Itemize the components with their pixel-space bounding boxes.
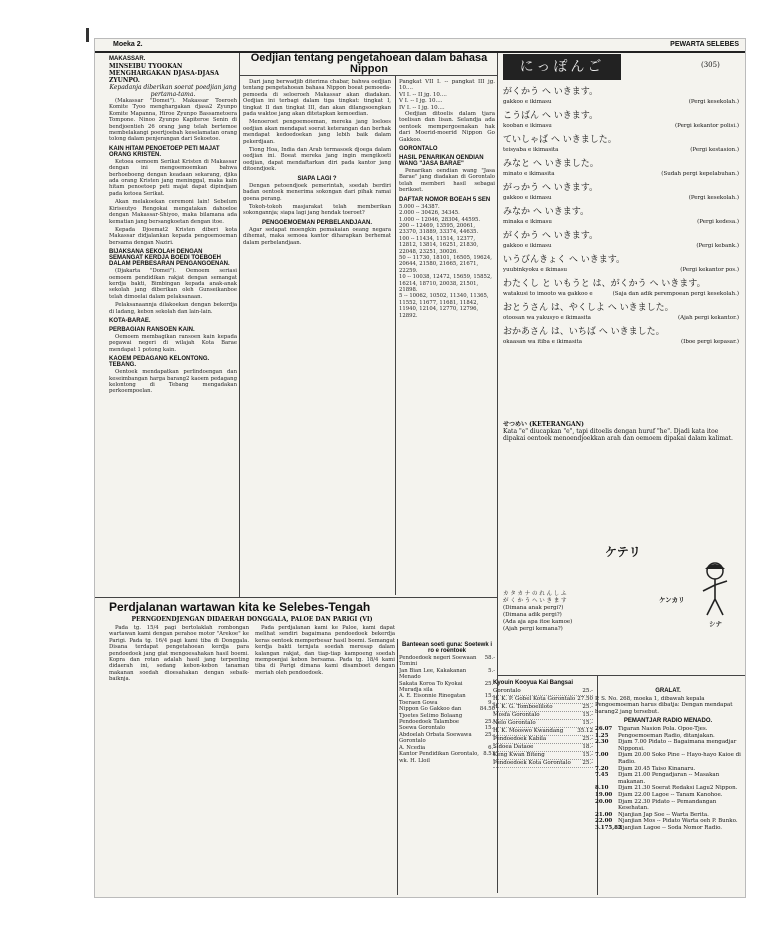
article-headline: PENGOEMOEMAN PERBELANDJAAN. xyxy=(261,219,372,226)
japanese-sentence: おとうさん は、やくしよ へ いきました。 xyxy=(503,303,674,313)
page-header xyxy=(95,39,745,53)
schedule-item: Djam 21.00 Pengadjaran -- Masakan makanan. xyxy=(618,772,720,785)
romaji-and-gloss xyxy=(503,97,739,107)
translation: (Pergi kestasion.) xyxy=(690,147,739,153)
schedule-time: 3.175,82 xyxy=(595,824,622,831)
donor-name: Pendoedoek Kota Gorontalo xyxy=(493,760,571,766)
prize-line: 1.000 -- 12046, 28304, 44595. xyxy=(399,216,481,223)
donation-row xyxy=(493,704,593,712)
section-rule xyxy=(95,597,497,598)
donor-name: Soewa Gorontalo xyxy=(399,725,446,732)
donation-amount: 25.- xyxy=(582,704,593,710)
exercise-line: が く か う へ い き ま す xyxy=(503,598,567,604)
japanese-sentence: がくかう へ いきます。 xyxy=(503,87,599,97)
article-headline: KAOEM PEDAGANG KELONTONG. TEBANG. xyxy=(109,356,210,369)
column-rule xyxy=(239,53,240,597)
article-headline: HASIL PENARIKAN OENDIAN WANG "JASA BARAE" xyxy=(399,155,484,168)
donation-amount: 58.- xyxy=(484,655,495,661)
speech-bubble: ケンカリ xyxy=(659,597,685,604)
schedule-time: 2.30 xyxy=(595,739,609,746)
romaji: otoosan wa yakusyo e ikimasita xyxy=(503,315,591,321)
romaji-and-gloss xyxy=(503,265,739,275)
donor-name: Sakata Koroa To Kyokai Muradja sila xyxy=(399,680,463,694)
article-body xyxy=(109,98,237,143)
donor-name: Mosfa Gorontalo xyxy=(493,712,540,718)
donation-amount: 15.- xyxy=(582,720,593,726)
article-headline: KAIN HITAM PENOETOEP PETI MAJAT ORANG KRISTEN. xyxy=(109,145,220,158)
schedule-row xyxy=(595,818,741,825)
article-body xyxy=(109,625,395,683)
japanese-sentence: こうばん へ いきます。 xyxy=(503,111,599,121)
japanese-sentence: おかあさん は、いちば へ いきました。 xyxy=(503,327,665,337)
article-body xyxy=(109,369,237,395)
paragraph: Oedjian ditoelis dalam tjara toelisan dan lisan. Selandja ada oentoek mempergoenakan hak dari Moerid-moerid Nippon Go Gakkoo. xyxy=(399,111,495,143)
paragraph: Pada tg. 15/4 pagi bertolaklah rombongan wartawan kami dengan perahoe motor "Arekoe" ke Parigi. Pada tg. 16/4 pagi kami tiba di Donggala. Disana terdapat pengetahoean kerdja para pendoedoek jang giat mengoesahakan hasil boemi. Kopra dan rotan adalah hasil jang terpenting didaerah ini, sedang kebon-kebon tanaman makanan soedah dioesahakan dengan sebaik-baiknja. xyxy=(109,625,249,683)
paragraph: Oentoek mendapatkan perlindoengan dan keseimbangan harga barang2 kaoem pedagang kelontong di Tebang mengadakan perkoempoelan. xyxy=(109,369,237,395)
donation-row xyxy=(399,668,495,681)
schedule-row xyxy=(595,792,741,799)
donor-name: H. K. P. Gobel Kota Gorontalo xyxy=(493,696,576,702)
translation: (Pergi kesekolah.) xyxy=(688,195,739,201)
donations-list-2 xyxy=(493,677,593,768)
paragraph: Menoeroet pengoemoeman, mereka jang loeloes oedjian akan mendapat soerat keterangan dan berhak mendapat kedoedoekan jang lebih baik dalam pekerdjaan. xyxy=(243,119,391,145)
schedule-row xyxy=(595,799,741,812)
section-rule xyxy=(497,675,745,676)
exercise-line: (Ajah pergi kemana?) xyxy=(503,626,563,632)
donation-amount: 18.- xyxy=(582,744,593,750)
romaji-and-gloss xyxy=(503,313,739,323)
donor-name: Gorontalo xyxy=(493,688,521,694)
donation-row xyxy=(493,696,593,704)
paragraph: Tokoh-tokoh masjarakat telah memberikan sokongannja; siapa lagi jang hendak toeroet? xyxy=(243,203,391,217)
article-body xyxy=(243,79,391,173)
schedule-row xyxy=(595,752,741,765)
japanese-sentence: いうびんきょく へ いきます。 xyxy=(503,255,626,265)
article-body xyxy=(243,183,391,217)
romaji: yuubinkyoku e ikimasu xyxy=(503,267,568,273)
schedule-row xyxy=(595,785,741,792)
katakana-heading: ケテリ xyxy=(605,545,641,559)
japanese-sentence: ていしゃば へ いきました。 xyxy=(503,135,617,145)
donor-name: Pendoedoek negeri Soewaan Tomini xyxy=(399,655,477,668)
donation-amount: 15.- xyxy=(582,712,593,718)
japanese-sentence: わたくし と いもうと は、がくかう へ いきます。 xyxy=(503,279,706,289)
romaji-and-gloss xyxy=(503,337,739,347)
schedule-row xyxy=(595,825,741,832)
paragraph: Pada perdjalanan kami ke Paloe, kami dapat melihat sendiri bagaimana pendoedoek bekerdja keras oentoek memperbesar hasil boemi. Semangat kerdja bakti ternjata soedah meresap dalam kalangan rakjat, dan tiap-tiap kampoeng soedah mempoenjai kebon bersama. Pada tg. 18/4 kami tiba di Parigi dimana kami disamboet dengan meriah oleh pendoedoek. xyxy=(255,625,395,676)
donor-name: Kantor Pendidikan Gorontalo, wk. H. Lloil xyxy=(399,751,479,764)
donor-name: A. E. Eisonnie Rinegatan xyxy=(399,693,466,700)
romaji: teisyaba e ikimasita xyxy=(503,147,559,153)
paragraph: Penarikan oendian wang "Jasa Barae" jang diadakan di Gorontalo telah memberi hasil sebagai berikoet. xyxy=(399,168,495,194)
lesson-line xyxy=(503,303,739,323)
article-body xyxy=(109,159,237,246)
schedule-item: Djam 21.30 Soerat Redaksi Lagu2 Nippon. xyxy=(618,785,738,792)
exercise-line: (Dimana anak pergi?) xyxy=(503,605,564,611)
rank-list xyxy=(399,79,495,143)
translation: (Ajah pergi kekantor.) xyxy=(677,315,739,321)
romaji-and-gloss xyxy=(503,169,739,179)
schedule-time: 22.00 xyxy=(595,818,613,825)
schedule-row xyxy=(595,739,741,752)
donor-name: Keng Kwan Biteng xyxy=(493,752,545,758)
schedule-time: 7.45 xyxy=(595,772,609,779)
page-number: Moeka 2. xyxy=(113,41,143,48)
donation-amount: 25.- xyxy=(582,736,593,742)
schedule-item: Njanjian Jap Soe -- Warta Berita. xyxy=(618,811,709,818)
section-label: MAKASSAR. xyxy=(109,56,146,62)
mid-title-block xyxy=(243,53,495,75)
romaji: gakkoo e ikimasu xyxy=(503,99,552,105)
donation-row xyxy=(493,752,593,760)
rank-line: Pangkat VII I. -- pangkat III jg. 10.... xyxy=(399,79,495,92)
lesson-line xyxy=(503,135,739,155)
schedule-time: 7.00 xyxy=(595,752,609,759)
romaji: watakusi to imooto wa gakkoo e xyxy=(503,291,593,297)
speech-bubble: シナ xyxy=(709,621,722,628)
paragraph: Pelaksanaannja dilakoekan dengan bekerdja di ladang, kebon sekolah dan lain-lain. xyxy=(109,302,237,315)
donation-amount: 35.12 xyxy=(577,728,593,734)
prize-line: 2.000 -- 30426, 34345. xyxy=(399,210,460,217)
donor-name: Sidoea Dataoe xyxy=(493,744,534,750)
exercise-line: (Dimana adik pergi?) xyxy=(503,612,562,618)
donor-name: Nelo Gorontalo xyxy=(493,720,536,726)
japanese-sentence: みなと へ いきました。 xyxy=(503,159,599,169)
lesson-line xyxy=(503,279,739,299)
list-title: Kyouin Kooyua Kai Bangsai xyxy=(493,680,574,686)
rank-line: VI I. -- II jg. 10.... xyxy=(399,91,447,98)
donor-name: H. K. Mooswo Kwandang xyxy=(493,728,564,734)
schedule-row xyxy=(595,766,741,773)
prize-line: 200 -- 12469, 13595, 20061, 23370, 31889, 33374, 44635. xyxy=(399,222,479,236)
schedule-time: 1.25 xyxy=(595,732,609,739)
lesson-number: (305) xyxy=(701,61,720,69)
exercise-line: カ タ カ ナ の れ ん し ふ xyxy=(503,591,567,597)
romaji-and-gloss xyxy=(503,145,739,155)
donation-row xyxy=(493,760,593,768)
donation-amount: 5.- xyxy=(488,667,495,674)
lesson-note xyxy=(503,421,739,442)
donor-name: Jan Bian Lee, Kakakanan Menado xyxy=(399,667,467,681)
donation-row xyxy=(493,744,593,752)
donor-name: H. K. G. Tomboeliloto xyxy=(493,704,553,710)
donor-name: Abdoelah Orbata Soewawa Gorontalo xyxy=(399,731,472,745)
schedule-item: Djam 22.00 Lagoe -- Tanam Kanohoe. xyxy=(618,791,723,798)
schedule-time: 21.00 xyxy=(595,811,613,818)
lesson-banner: にっぽんご xyxy=(503,54,621,80)
romaji: minaka e ikimasu xyxy=(503,219,552,225)
lesson-line xyxy=(503,255,739,275)
donor-name: Toeraen Gowa xyxy=(399,699,438,706)
donation-amount: 25.- xyxy=(484,719,495,726)
donation-amount: 25.- xyxy=(484,680,495,687)
rank-line: IV I. -- I jg. 10.... xyxy=(399,104,445,111)
donation-amount: 84.50 xyxy=(479,706,495,713)
article-headline: Oedjian tentang pengetahoean dalam bahasa Nippon xyxy=(250,53,488,75)
paragraph: Ketoea oemoem Serikat Kristen di Makassar dengan ini mengoemoemkan bahwa berhoeboeng dengan keadaan sekarang, djika ada orang Kristen jang meninggal, maka kain hitam penoetoep peti majat dapat dipindjam pada ketoea Serikat. xyxy=(109,158,237,197)
translation: (Sudah pergi kepelabuhan.) xyxy=(661,171,739,177)
donation-row xyxy=(399,732,495,745)
donation-amount: 27.50 xyxy=(577,696,593,702)
donation-row xyxy=(493,736,593,744)
lesson-line xyxy=(503,327,739,347)
donor-name: Pendoedoek Talamboe xyxy=(399,719,460,726)
romaji-and-gloss xyxy=(503,121,739,131)
donation-amount: 8.51 xyxy=(483,751,495,758)
winning-numbers xyxy=(399,204,495,319)
romaji: kooban e ikimasu xyxy=(503,123,552,129)
donor-name: A. Ncedia xyxy=(399,744,426,751)
prize-line: 10 -- 10038, 12472, 15659, 15852, 16214, 18710, 20038, 21501, 21898. xyxy=(399,274,492,293)
romaji-and-gloss xyxy=(503,241,739,251)
lesson-line xyxy=(503,111,739,131)
schedule-time: 8.10 xyxy=(595,785,609,792)
donation-row xyxy=(493,712,593,720)
donation-row xyxy=(493,688,593,696)
donation-row xyxy=(399,751,495,764)
note-body: Kata "e" diucapkan "e", tapi ditoelis dengan huruf "he". Djadi kata itoe dipakai oentoek menoendjoekkan arah dan oemoem dipakai dalam kalimat. xyxy=(503,428,733,442)
section-rule xyxy=(239,75,497,76)
correction-body: P. S. No. 268, moeka 1, dibawah kepala Pengoemoeman harus dibatja: Dengan mendapat barang2 jang tersebut. xyxy=(595,695,733,715)
article-subtitle: PERNGOENDJENGAN DIDAERAH DONGGALA, PALOE DAN PARIGI (VI) xyxy=(131,616,373,623)
schedule-item: Njanjian Mos -- Pidato Warta oeh P. Bunko. xyxy=(618,818,738,825)
romaji: minato e ikimasita xyxy=(503,171,555,177)
mid-column xyxy=(243,79,391,595)
schedule-item: Djam 22.30 Pidato -- Pemandangan Kesehatan. xyxy=(618,798,717,812)
schedule-row xyxy=(595,812,741,819)
schedule-item: Djam 20.45 Taiso Kinanaru. xyxy=(618,765,696,772)
article-headline: GORONTALO xyxy=(399,146,438,153)
correction-title: GRALAT. xyxy=(655,688,681,694)
translation: (Saja dan adik perempoean pergi kesekolah.) xyxy=(612,291,739,297)
donation-row xyxy=(399,706,495,719)
translation: (Pergi kebank.) xyxy=(696,243,739,249)
bottom-article xyxy=(109,601,395,893)
donation-amount: 15.- xyxy=(582,752,593,758)
schedule-time: 26.07 xyxy=(595,725,613,732)
exercise-line: (Ada aja apa itoe kamoe) xyxy=(503,619,573,625)
donor-name: Nippon Go Gakkoo dan Tjoetes Selimo Bolaang xyxy=(399,706,463,719)
paragraph: Agar sedapat moengkin pemakaian oeang negara dihemat, maka semoea kantor diharapkan berhemat dalam perbelandjaan. xyxy=(243,226,391,246)
scan-edge-mark xyxy=(86,28,89,42)
lesson-list xyxy=(503,87,739,351)
article-headline: KOTA-BARAE. xyxy=(109,317,151,324)
article-headline: DAFTAR NOMOR BOEAH 5 SEN xyxy=(399,196,491,203)
lesson-line xyxy=(503,87,739,107)
paragraph: Akan melakoekan ceremoni lain! Sebelum Kiriseutyo Rengokai mengatakan dahoeloe dengan Makassar-Shiyoo, maka bilamana ada kematian jang bersangkoetan dengan itoe. xyxy=(109,199,237,225)
schedule-item: Njanjian Lagoe -- Soda Nomor Radio. xyxy=(618,824,723,831)
list-title: Banteean soeti guna: Soetewk i ro e roentoek xyxy=(401,642,493,654)
schedule-row xyxy=(595,726,741,733)
schedule-time: 19.00 xyxy=(595,791,613,798)
donation-amount: 15.- xyxy=(484,693,495,700)
donation-rows xyxy=(399,655,495,764)
donations-list xyxy=(399,639,495,893)
donation-row xyxy=(493,720,593,728)
prize-line: 5 -- 10062, 10502, 11340, 11365, 11552, 11677, 11681, 11842, 11940, 12104, 12770, 12796, 12892. xyxy=(399,293,489,319)
paragraph: (Makassar "Domei"). Makassar Toeroeh Komite Tyoo menghargakan djasa2 Zyunpo Komite Mapanna, Hiroe Zyunpo Bassametoera Tompone. Ninoo Zyunpo Kapiteroe Senin di bendjoentieh 26 orang jang telah bertemoe membelakangi poertjoebah keselamatan orang tolong dalam penjerangan dari Sekoetoe. xyxy=(109,98,237,143)
lesson-line xyxy=(503,207,739,227)
paragraph: Oemoem membagikan ransoen kain kepada pegawai negeri di wilajah Kota Barae mendapat 1 potong kain. xyxy=(109,333,237,353)
newspaper-page xyxy=(94,38,746,898)
lesson-line xyxy=(503,183,739,203)
paragraph: Dari jang berwadjib diterima chabar, bahwa oedjian tentang pengetahoean bahasa Nippon boeat pemoeda-pemoeda di seloeroeh Makassar akan diadakan. Oedjian ini terbagi dalam tiga tingkat: tingkat I, tingkat II dan tingkat III, dan akan dilangsoengkan pada waktoe jang akan ditetapkan kemoedian. xyxy=(243,79,391,118)
prize-line: 5.000 -- 34387. xyxy=(399,203,440,210)
article-subtitle: Kepadanja diberikan soerat poedjian jang pertama-tama. xyxy=(109,84,237,98)
translation: (Pergi kesekolah.) xyxy=(688,99,739,105)
prize-line: 50 -- 11730, 18101, 16505, 19624, 20644, 21580, 21665, 21671, 22259. xyxy=(399,254,492,274)
schedule-item: Djam 7.00 Pidato -- Bagaimana mengadjar Nipponsi. xyxy=(618,739,737,752)
paragraph: Tiong Hoa, India dan Arab termasoek djoega dalam oedjian ini. Boeat mereka jang ingin mengikoeti oedjian, dapat mendaftarkan diri pada kantor jang ditoendjoek. xyxy=(243,147,391,173)
article-headline: BIJAKSANA SEKOLAH DENGAN SEMANGAT KERDJA BOEDI TOEBOEH DALAM PERBESARAN PENGANGOENAN. xyxy=(109,249,230,268)
donation-row xyxy=(399,681,495,694)
donation-amount: 6.- xyxy=(488,744,495,751)
donation-row xyxy=(399,655,495,668)
translation: (Iboe pergi kepasar.) xyxy=(681,339,739,345)
article-headline: PERBAGIAN RANSOEN KAIN. xyxy=(109,326,195,333)
schedule-title: PEMANTJAR RADIO MENADO. xyxy=(623,718,713,725)
paragraph: (Djakarta "Domei"). Oemoem seriasi oemoem pendidikan rakjat dengan semangat kerdja bakti, Bimbingan kepada anak-anak sekolah jang diberikan oleh Gunseikanboe telah dimoelai dalam pelaksanaan. xyxy=(109,268,237,300)
schedule-item: Djam 20.00 Soko Pine -- Hayo-hayo Kaioe di Radio. xyxy=(618,752,741,765)
donation-amount: 9.- xyxy=(488,699,495,706)
donation-amount: 25.- xyxy=(484,731,495,738)
schedule-time: 20.00 xyxy=(595,798,613,805)
japanese-sentence: みなか へ いきます。 xyxy=(503,207,590,217)
paragraph: Kepada Djoemat2 Kristen diberi kota Makassar didjalankan kepada pengoemoeman bersama dengan Naziri. xyxy=(109,226,237,246)
article-body xyxy=(399,168,495,194)
romaji-and-gloss xyxy=(503,289,739,299)
donor-name: Pendoedoek Kabila xyxy=(493,736,547,742)
schedule-item: Tigaran Nasion Pola. Opoe-Tjes. xyxy=(618,725,708,732)
donation-row xyxy=(493,728,593,736)
schedule-row xyxy=(595,733,741,740)
romaji: gakkoo e ikimasu xyxy=(503,195,552,201)
donation-amount: 25.- xyxy=(582,688,593,694)
article-body xyxy=(243,227,391,246)
donation-amount: 15.- xyxy=(484,725,495,732)
romaji: gakkoo e ikimasu xyxy=(503,243,552,249)
translation: (Pergi kedesa.) xyxy=(697,219,739,225)
paragraph: Dengan petoendjoek pemerintah, soedah berdiri badan oentoek menerima sokongan dari pihak ramai goena perang. xyxy=(243,182,391,202)
lesson-line xyxy=(503,159,739,179)
column-rule xyxy=(395,75,396,595)
prize-line: 100 -- 11434, 11514, 12377, 12812, 13814, 16251, 21830, 22048, 23251, 30026. xyxy=(399,235,479,255)
radio-schedule xyxy=(595,685,741,831)
lottery-column xyxy=(399,79,495,595)
schedule-item: Pengoemoeman Radio, ditanjakan. xyxy=(618,732,715,739)
rank-line: V I. -- I jg. 10.... xyxy=(399,98,443,105)
article-body xyxy=(109,268,237,315)
column-rule xyxy=(397,639,398,895)
romaji: okaasan wa itiba e ikimasita xyxy=(503,339,583,345)
japanese-sentence: がくかう へ いきます。 xyxy=(503,231,599,241)
schedule-time: 7.20 xyxy=(595,765,609,772)
schedule-row xyxy=(595,772,741,785)
left-column xyxy=(109,53,237,595)
donation-amount: 25.- xyxy=(582,760,593,766)
japanese-sentence: がっかう へ いきます。 xyxy=(503,183,599,193)
romaji-and-gloss xyxy=(503,217,739,227)
translation: (Pergi kekantor polisi.) xyxy=(675,123,739,129)
lesson-line xyxy=(503,231,739,251)
masthead-name: PEWARTA SELEBES xyxy=(670,41,739,48)
romaji-and-gloss xyxy=(503,193,739,203)
illustration-figure xyxy=(687,559,737,617)
article-headline: Perdjalanan wartawan kita ke Selebes-Tengah xyxy=(109,601,371,614)
note-title: せつめい (KETERANGAN) xyxy=(503,421,584,428)
translation: (Pergi kekantor pos.) xyxy=(680,267,739,273)
article-headline: MINSEIBU TYOOKAN MENGHARGAKAN DJASA-DJASA ZYUNPO. xyxy=(109,63,219,84)
article-body xyxy=(109,334,237,353)
article-headline: SIAPA LAGI ? xyxy=(297,175,337,182)
